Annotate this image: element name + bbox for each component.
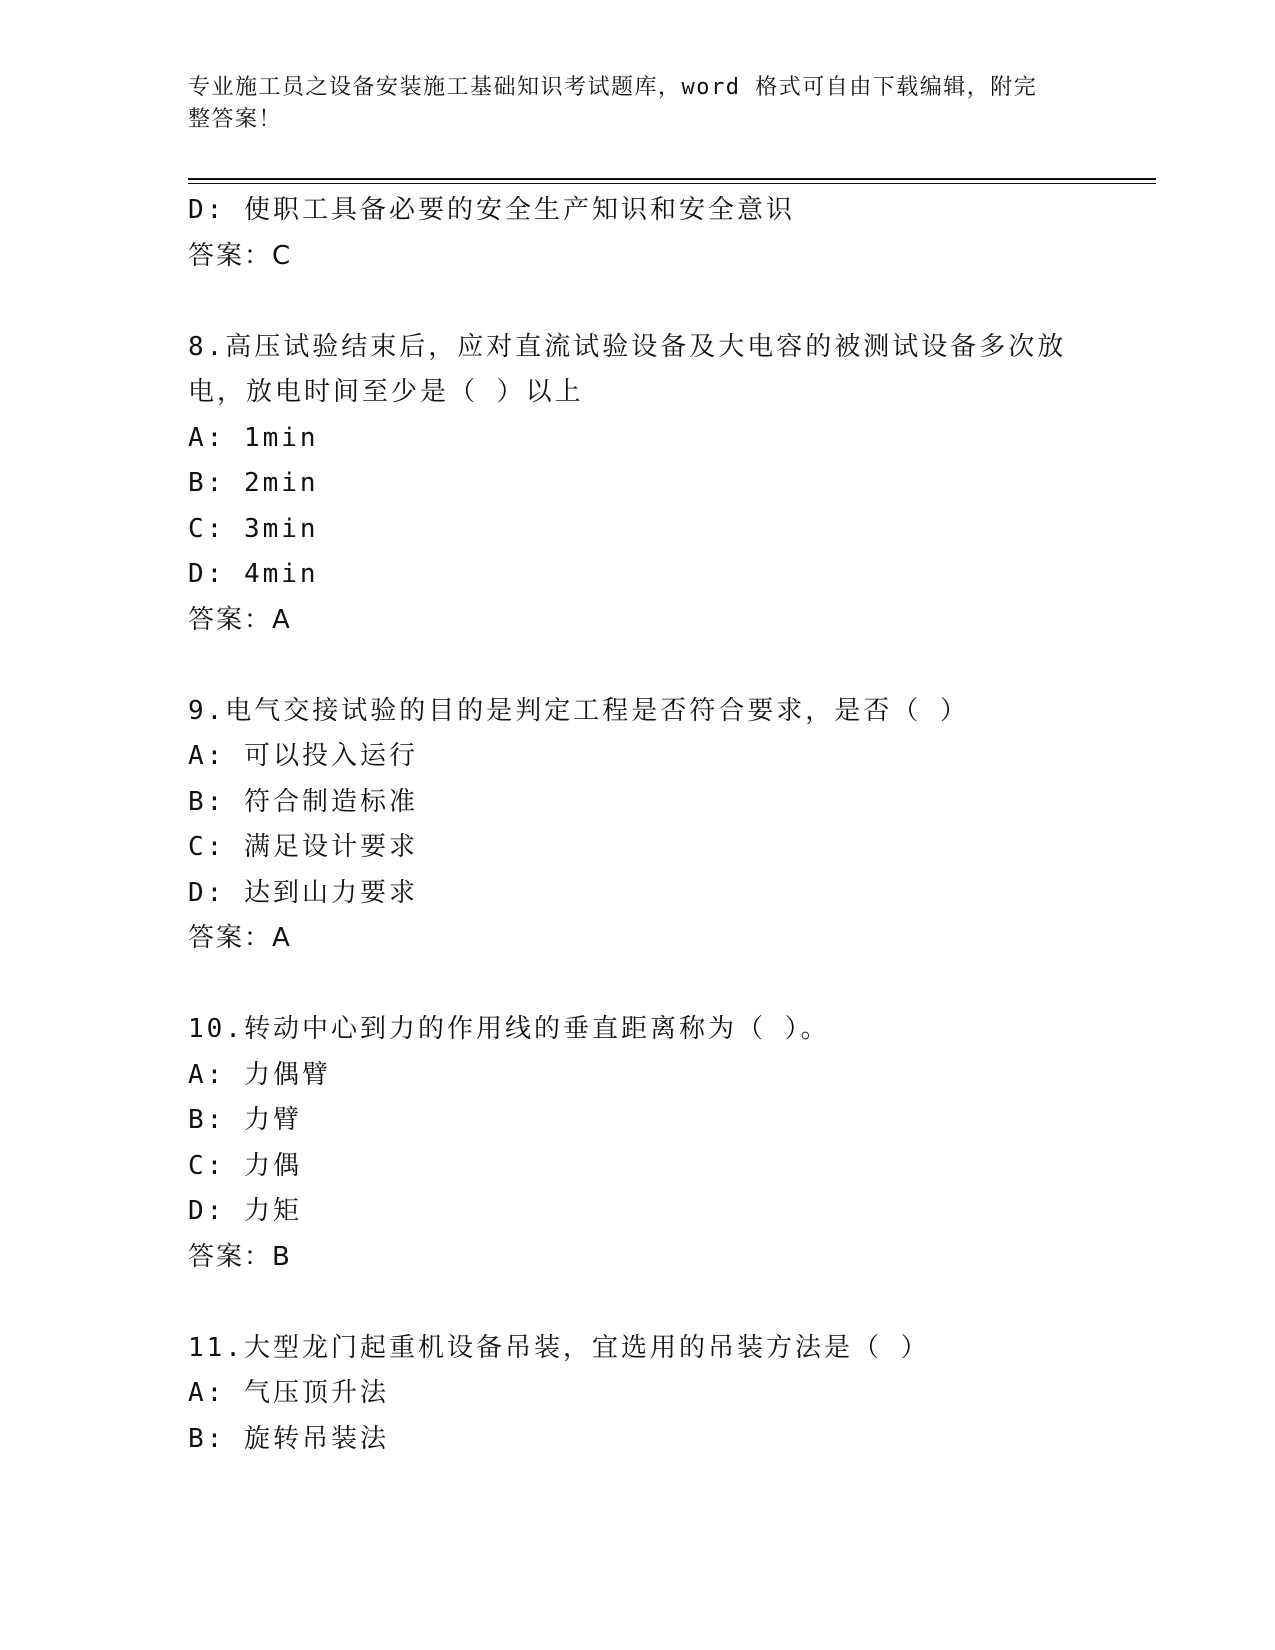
option-b: B: 旋转吊装法 [188, 1423, 389, 1454]
header-line-2: 整答案！ [188, 107, 283, 132]
header-rule-thick [188, 178, 1156, 180]
answer-text: 答案：B [188, 1241, 292, 1272]
option-text: D: 使职工具备必要的安全生产知识和安全意识 [188, 195, 795, 225]
question-8 [188, 325, 1088, 644]
question-body [188, 188, 1088, 1462]
question-stem: 9.电气交接试验的目的是判定工程是否符合要求，是否（ ） [188, 695, 969, 726]
option-c: C: 3min [188, 513, 319, 544]
question-stem: 电，放电时间至少是（ ）以上 [188, 377, 584, 407]
header-rule-thin [188, 183, 1156, 184]
answer-text: 答案：A [188, 923, 292, 953]
answer-text: 答案：C [188, 240, 293, 271]
option-c: C: 满足设计要求 [188, 832, 418, 862]
spacer [188, 1280, 1088, 1326]
option-b: B: 2min [188, 468, 319, 498]
question-11 [188, 1326, 1088, 1463]
option-a: A: 1min [188, 422, 319, 453]
spacer [188, 279, 1088, 325]
option-a: A: 气压顶升法 [188, 1378, 389, 1408]
spacer [188, 643, 1088, 689]
option-c: C: 力偶 [188, 1150, 302, 1181]
question-stem: 8.高压试验结束后，应对直流试验设备及大电容的被测试设备多次放 [188, 331, 1067, 362]
question-stem: 10.转动中心到力的作用线的垂直距离称为（ ）。 [188, 1014, 830, 1044]
option-d: D: 4min [188, 559, 319, 589]
header-line-1: 专业施工员之设备安装施工基础知识考试题库，word 格式可自由下载编辑，附完 [188, 75, 1038, 100]
option-b: B: 力臂 [188, 1105, 302, 1135]
option-a: A: 可以投入运行 [188, 741, 418, 771]
spacer [188, 962, 1088, 1008]
answer-text: 答案：A [188, 604, 292, 635]
option-b: B: 符合制造标准 [188, 786, 418, 817]
option-a: A: 力偶臂 [188, 1059, 331, 1090]
document-header [188, 72, 1068, 136]
question-10 [188, 1007, 1088, 1280]
option-d: D: 达到山力要求 [188, 877, 418, 908]
option-d: D: 力矩 [188, 1196, 302, 1226]
question-9 [188, 689, 1088, 962]
question-stem: 11.大型龙门起重机设备吊装，宜选用的吊装方法是（ ） [188, 1332, 930, 1363]
